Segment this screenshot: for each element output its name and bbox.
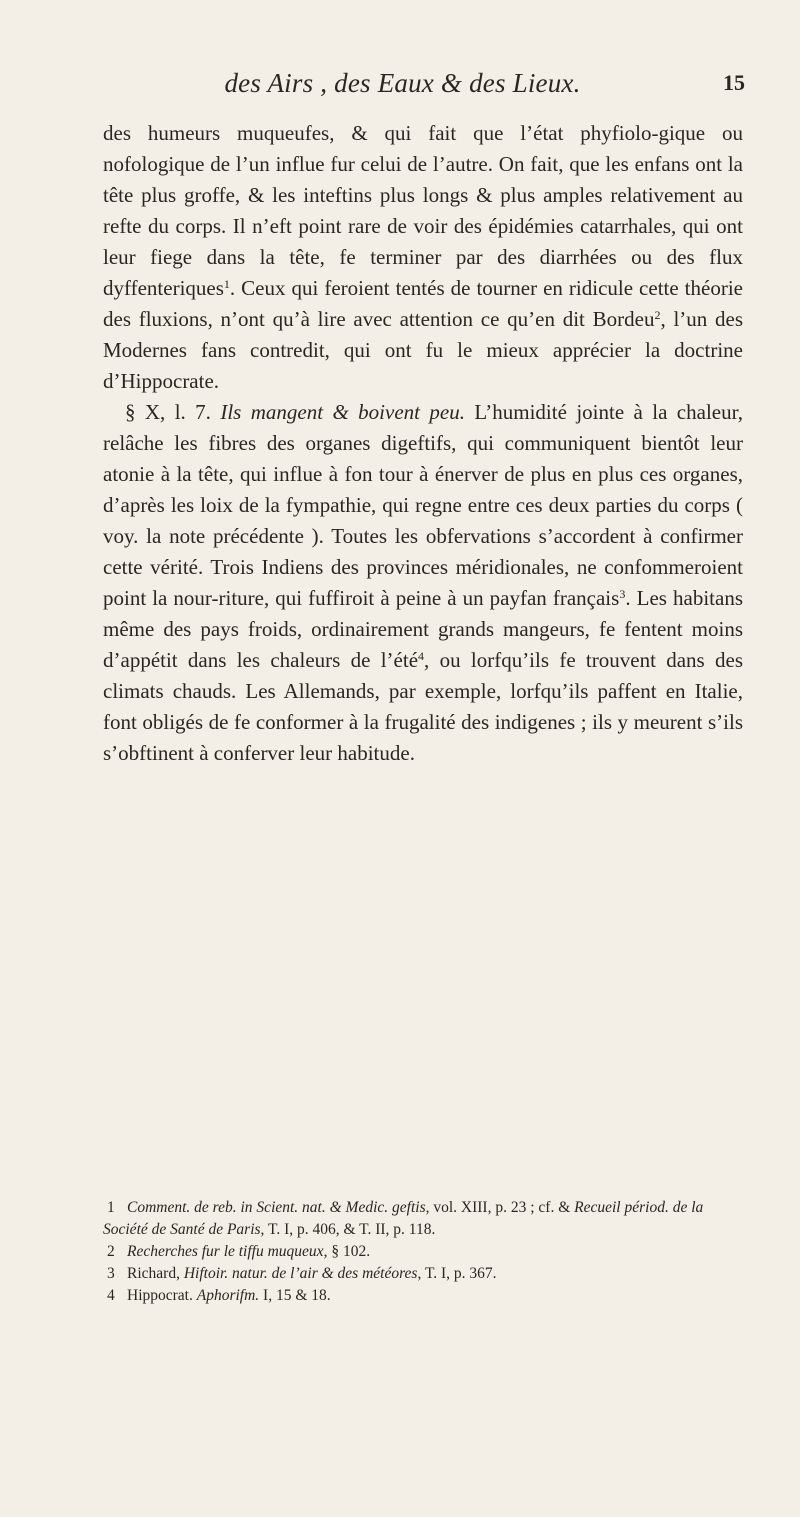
footnote-text: , T. I, p. 406, & T. II, p. 118. xyxy=(260,1221,436,1238)
footnote-text: , § 102. xyxy=(323,1243,371,1260)
paragraph-2-text-a: L’humidité jointe à la chaleur, relâche les fibres des organes digeftifs, qui communiquent bientôt leur atonie à la tête, qui influe à fon tour à énerver de plus en plus ces organes, d’après les loix de la fympathie, qui regne entre ces deux parties du corps ( voy. la note précédente ). Toutes les obfervations s’accordent à confirmer cette vérité. Trois Indiens des provinces méridionales, ne confommeroient point la nour-riture, qui fuffiroit à peine à un payfan français xyxy=(103,400,744,610)
paragraph-2-text-b: . Les habitans même des pays froids, ordinairement grands mangeurs, fe fentent moins d’appétit dans les chaleurs de l’été xyxy=(103,586,743,672)
footnote-text: , vol. XIII, p. 23 ; cf. & xyxy=(425,1199,571,1216)
paragraph-1-text-c: , l’un des Modernes fans contredit, qui ont fu le mieux apprécier la doctrine d’Hippocrate. xyxy=(103,307,743,393)
paragraph-2-text-c: , ou lorfqu’ils fe trouvent dans des climats chauds. Les Allemands, par exemple, lorfqu’ils paffent en Italie, font obligés de fe conformer à la frugalité des indigenes ; ils y meurent s’ils s’obftinent à conferver leur habitude. xyxy=(103,648,743,765)
footnote-ref-4: 4 xyxy=(418,649,425,663)
footnote-author: Richard, xyxy=(127,1265,180,1282)
footnote-title: Aphorifm. xyxy=(196,1287,260,1304)
main-text xyxy=(103,118,743,769)
footnote-ref-1: 1 xyxy=(223,277,230,291)
footnote-number: 2 xyxy=(107,1243,115,1260)
footnote xyxy=(103,1241,743,1263)
section-reference: § X, l. 7. xyxy=(125,400,211,424)
quoted-heading: Ils mangent & boivent peu. xyxy=(220,400,465,424)
footnote-ref-3: 3 xyxy=(619,587,626,601)
footnote-number: 3 xyxy=(107,1265,115,1282)
footnote xyxy=(103,1285,743,1307)
footnote-title: Recueil périod. de la Société de Santé de Paris xyxy=(103,1199,704,1238)
footnotes xyxy=(103,1197,743,1307)
paragraph-2 xyxy=(103,397,743,769)
footnote-number: 4 xyxy=(107,1287,115,1304)
footnote-ref-2: 2 xyxy=(654,308,661,322)
footnote-title: Comment. de reb. in Scient. nat. & Medic. geftis xyxy=(127,1199,426,1216)
footnote-text: , T. I, p. 367. xyxy=(417,1265,497,1282)
page-number: 15 xyxy=(723,70,745,95)
paragraph-1 xyxy=(103,118,743,397)
paragraph-1-text-a: des humeurs muqueufes, & qui fait que l’état phyfiolo-gique ou nofologique de l’un influe fur celui de l’autre. On fait, que les enfans ont la tête plus groffe, & les inteftins plus longs & plus amples relativement au refte du corps. Il n’eft point rare de voir des épidémies catarrhales, qui ont leur fiege dans la tête, fe terminer par des diarrhées ou des flux dyffenteriques xyxy=(103,121,743,300)
footnote xyxy=(103,1197,743,1241)
footnote xyxy=(103,1263,743,1285)
footnote-number: 1 xyxy=(107,1199,115,1216)
running-title: des Airs , des Eaux & des Lieux. xyxy=(224,68,581,98)
footnote-text: I, 15 & 18. xyxy=(263,1287,331,1304)
footnote-title: Recherches fur le tiffu muqueux xyxy=(127,1243,324,1260)
footnote-title: Hiftoir. natur. de l’air & des météores xyxy=(183,1265,418,1282)
page-header xyxy=(120,58,745,108)
footnote-author: Hippocrat. xyxy=(127,1287,193,1304)
paragraph-1-text-b: . Ceux qui feroient tentés de tourner en ridicule cette théorie des fluxions, n’ont qu’à lire avec attention ce qu’en dit Bordeu xyxy=(103,276,743,331)
